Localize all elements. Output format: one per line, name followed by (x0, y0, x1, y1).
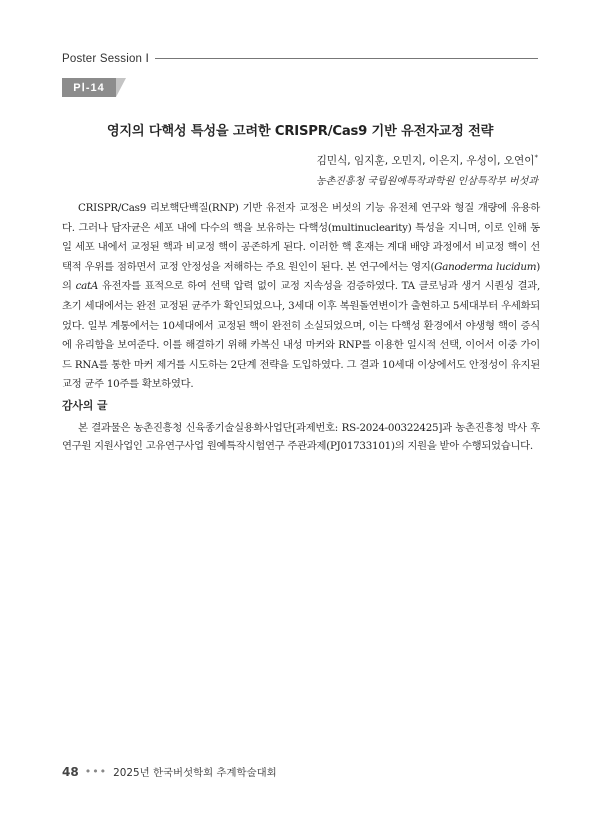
footer-dots: ••• (84, 765, 108, 778)
session-label: Poster Session Ⅰ (62, 53, 150, 65)
paper-title: 영지의 다핵성 특성을 고려한 CRISPR/Cas9 기반 유전자교정 전략 (106, 124, 494, 139)
authors-text: 김민식, 임지훈, 오민지, 이은지, 우성이, 오연이 (316, 155, 535, 167)
acknowledgement (62, 419, 540, 456)
badge-tip-shape (116, 78, 126, 97)
corresponding-author-mark: * (534, 153, 538, 162)
abstract-text-2: )의 (62, 260, 541, 293)
affiliation: 농촌진흥청 국립원예특작과학원 인삼특작부 버섯과 (315, 176, 538, 187)
species-name: Ganoderma lucidum (434, 260, 537, 273)
abstract-text-3: 유전자를 표적으로 하여 선택 압력 없이 교정 지속성을 검증하였다. TA 클로닝과 생거 시퀀싱 결과, 초기 세대에서는 완전 교정된 균주가 확인되었으나, 3세대 이후 복원돌연변이가 출현하고 5세대부터 우세화되었다. 일부 계통에서는 10세대에서 교정된 핵이 완전히 소실되었으며, 이는 다핵성 환경에서 야생형 핵이 증식에 유리함을 보여준다. 이를 해결하기 위해 카복신 내성 마커와 RNP를 이용한 일시적 선택, 이어서 이중 가이드 RNA를 통한 마커 제거를 시도하는 2단계 전략을 도입하였다. 그 결과 10세대 이상에서도 안정성이 유지된 교정 균주 10주를 확보하였다. (62, 280, 540, 391)
abstract (62, 199, 540, 395)
page-number: 48 (62, 764, 79, 779)
running-header (62, 50, 538, 66)
poster-badge (62, 78, 126, 97)
acknowledgement-heading: 감사의 글 (62, 399, 108, 412)
gene-name: catA (75, 280, 99, 293)
header-divider (155, 58, 538, 59)
author-list (317, 153, 538, 168)
abstract-paragraph (62, 199, 540, 395)
conference-name: 2025년 한국버섯학회 추계학술대회 (113, 767, 277, 779)
poster-id: PⅠ-14 (62, 78, 116, 97)
acknowledgement-text: 본 결과물은 농촌진흥청 신육종기술실용화사업단[과제번호: RS-2024-00322425]과 농촌진흥청 박사 후 연구원 지원사업인 고유연구사업 원예특작시험연구 주관과제(PJ01733101)의 지원을 받아 수행되었습니다. (62, 422, 540, 453)
page-footer (62, 764, 277, 779)
abstract-text-1: CRISPR/Cas9 리보핵단백질(RNP) 기반 유전자 교정은 버섯의 기능 유전체 연구와 형질 개량에 유용하다. 그러나 담자균은 세포 내에 다수의 핵을 보유하는 다핵성(multinuclearity) 특성을 지니며, 이로 인해 동일 세포 내에서 교정된 핵과 비교정 핵이 공존하게 된다. 이러한 핵 혼재는 계대 배양 과정에서 비교정 핵이 선택적 우위를 점하면서 교정 안정성을 저해하는 주요 원인이 된다. 본 연구에서는 영지( (62, 202, 541, 273)
